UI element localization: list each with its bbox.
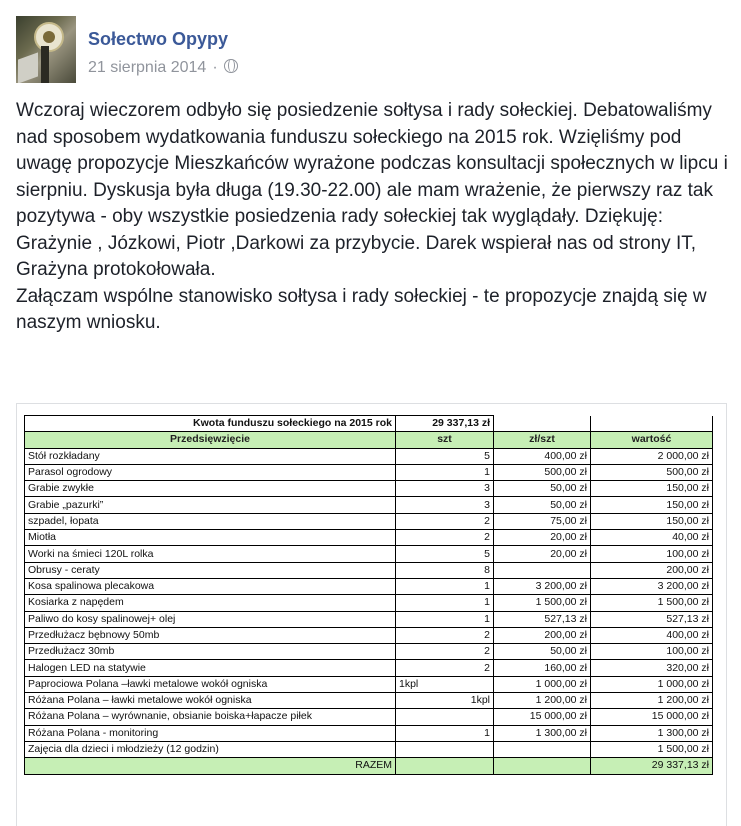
table-row [25,741,713,757]
item-cell: Worki na śmieci 120L rolka [25,546,396,562]
qty-cell [396,660,494,676]
avatar-figure [41,46,49,83]
table-row [25,725,713,741]
item-cell: Grabie „pazurki” [25,497,396,513]
unit-price-cell: 500,00 zł [494,464,591,480]
table-row [25,513,713,529]
qty-cell [396,676,494,692]
qty-cell [396,513,494,529]
qty-value: 1 [484,726,490,739]
header-item: Przedsięwzięcie [25,432,396,448]
value-cell: 2 000,00 zł [591,448,713,464]
page-avatar[interactable] [16,16,76,83]
unit-price-cell: 200,00 zł [494,627,591,643]
value-cell: 100,00 zł [591,644,713,660]
qty-value: 2 [484,629,490,641]
value-cell: 1 200,00 zł [591,693,713,709]
table-row [25,611,713,627]
meta-separator: · [212,59,218,76]
table-title-row [25,416,713,432]
qty-cell [396,595,494,611]
value-cell: 1 000,00 zł [591,676,713,692]
qty-cell [396,497,494,513]
table-row [25,562,713,578]
table-row [25,481,713,497]
qty-cell [396,481,494,497]
unit-price-cell [494,741,591,757]
empty-cell [396,758,494,774]
fund-amount-label: Kwota funduszu sołeckiego na 2015 rok [25,416,396,432]
avatar-detail [18,52,38,83]
qty-value: 3 [484,498,490,511]
value-cell: 1 500,00 zł [591,595,713,611]
unit-price-cell: 1 200,00 zł [494,693,591,709]
unit-price-cell: 50,00 zł [494,481,591,497]
unit-price-cell: 527,13 zł [494,611,591,627]
qty-value: 5 [484,547,490,560]
qty-value: 1 [484,580,490,593]
item-cell: Różana Polana - monitoring [25,725,396,741]
item-cell: Grabie zwykłe [25,481,396,497]
empty-cell [494,416,591,432]
table-row [25,464,713,480]
table-row [25,595,713,611]
post-text: Wczoraj wieczorem odbyło się posiedzenie sołtysa i rady sołeckiej. Debatowaliśmy nad sposobem wydatkowania funduszu sołeckiego na 2015 rok. Wzięliśmy pod uwagę propozycje Mieszkańców wyrażone podczas konsultacji społecznych w lipcu i sierpniu. Dyskusja była długa (19.30-22.00) ale mam wrażenie, że pierwszy raz tak pozytywa - oby wszystkie posiedzenia rady sołeckiej tak wyglądały. Dziękuję: Grażynie , Józkowi, Piotr ,Darkowi za przybycie. Darek wspierał nas od strony IT, Grażyna protokołowała. Załączam wspólne stanowisko sołtysa i rady sołeckiej - te propozycje znajdą się w naszym wniosku. [16,100,728,333]
qty-cell [396,741,494,757]
qty-value: 2 [484,531,490,544]
item-cell: Zajęcia dla dzieci i młodzieży (12 godzin) [25,741,396,757]
table-row [25,660,713,676]
empty-cell [494,758,591,774]
table-row [25,497,713,513]
value-cell: 1 500,00 zł [591,741,713,757]
qty-value: 2 [484,661,490,674]
item-cell: Różana Polana – wyrównanie, obsianie boiska+łapacze piłek [25,709,396,725]
value-cell: 320,00 zł [591,660,713,676]
qty-value: 1 [484,466,490,479]
table-row [25,578,713,594]
item-cell: Przedłużacz 30mb [25,644,396,660]
qty-note: 1kpl [399,677,419,690]
value-cell: 15 000,00 zł [591,709,713,725]
qty-cell [396,464,494,480]
item-cell: Kosa spalinowa plecakowa [25,578,396,594]
value-cell: 40,00 zł [591,530,713,546]
qty-value: 8 [484,563,490,576]
unit-price-cell: 75,00 zł [494,513,591,529]
item-cell: Kosiarka z napędem [25,595,396,611]
post-body [16,98,731,337]
qty-cell [396,611,494,627]
fund-amount-value: 29 337,13 zł [396,416,494,432]
qty-cell [396,627,494,643]
total-value: 29 337,13 zł [591,758,713,774]
budget-table [24,415,713,775]
post-meta [88,59,238,77]
globe-icon[interactable] [224,59,238,73]
crest-icon [34,22,64,52]
value-cell: 1 300,00 zł [591,725,713,741]
table-row [25,693,713,709]
qty-value: 1 [484,612,490,625]
qty-value: 3 [484,482,490,495]
value-cell: 400,00 zł [591,627,713,643]
page-name-link[interactable]: Sołectwo Opypy [88,29,229,49]
item-cell: szpadel, łopata [25,513,396,529]
qty-value: 2 [484,514,490,527]
unit-price-cell: 160,00 zł [494,660,591,676]
unit-price-cell: 400,00 zł [494,448,591,464]
table-header-row [25,432,713,448]
value-cell: 150,00 zł [591,481,713,497]
total-row [25,758,713,774]
qty-cell [396,725,494,741]
item-cell: Miotła [25,530,396,546]
unit-price-cell: 20,00 zł [494,546,591,562]
value-cell: 500,00 zł [591,464,713,480]
unit-price-cell: 20,00 zł [494,530,591,546]
item-cell: Różana Polana – ławki metalowe wokół ogniska [25,693,396,709]
qty-cell [396,644,494,660]
table-row [25,627,713,643]
unit-price-cell: 1 000,00 zł [494,676,591,692]
qty-value: 1 [484,596,490,609]
item-cell: Stół rozkładany [25,448,396,464]
qty-cell [396,546,494,562]
total-label: RAZEM [25,758,396,774]
qty-cell [396,530,494,546]
unit-price-cell: 50,00 zł [494,497,591,513]
qty-cell [396,578,494,594]
qty-value: 2 [484,645,490,658]
qty-value: 1kpl [470,694,490,707]
value-cell: 150,00 zł [591,513,713,529]
qty-cell [396,709,494,725]
item-cell: Paliwo do kosy spalinowej+ olej [25,611,396,627]
item-cell: Obrusy - ceraty [25,562,396,578]
item-cell: Parasol ogrodowy [25,464,396,480]
table-row [25,530,713,546]
value-cell: 527,13 zł [591,611,713,627]
table-row [25,709,713,725]
qty-cell [396,693,494,709]
table-row [25,448,713,464]
value-cell: 150,00 zł [591,497,713,513]
unit-price-cell: 3 200,00 zł [494,578,591,594]
empty-cell [591,416,713,432]
header-unit-price: zł/szt [494,432,591,448]
attached-photo[interactable] [16,403,727,826]
header-qty: szt [396,432,494,448]
table-row [25,676,713,692]
unit-price-cell: 1 500,00 zł [494,595,591,611]
item-cell: Halogen LED na statywie [25,660,396,676]
value-cell: 100,00 zł [591,546,713,562]
qty-value: 5 [484,449,490,462]
table-row [25,546,713,562]
unit-price-cell: 15 000,00 zł [494,709,591,725]
qty-cell [396,562,494,578]
header-value: wartość [591,432,713,448]
unit-price-cell [494,562,591,578]
item-cell: Paprociowa Polana –ławki metalowe wokół ogniska [25,676,396,692]
item-cell: Przedłużacz bębnowy 50mb [25,627,396,643]
unit-price-cell: 1 300,00 zł [494,725,591,741]
table-row [25,644,713,660]
qty-cell [396,448,494,464]
post-date-link[interactable]: 21 sierpnia 2014 [88,59,207,76]
value-cell: 200,00 zł [591,562,713,578]
unit-price-cell: 50,00 zł [494,644,591,660]
value-cell: 3 200,00 zł [591,578,713,594]
